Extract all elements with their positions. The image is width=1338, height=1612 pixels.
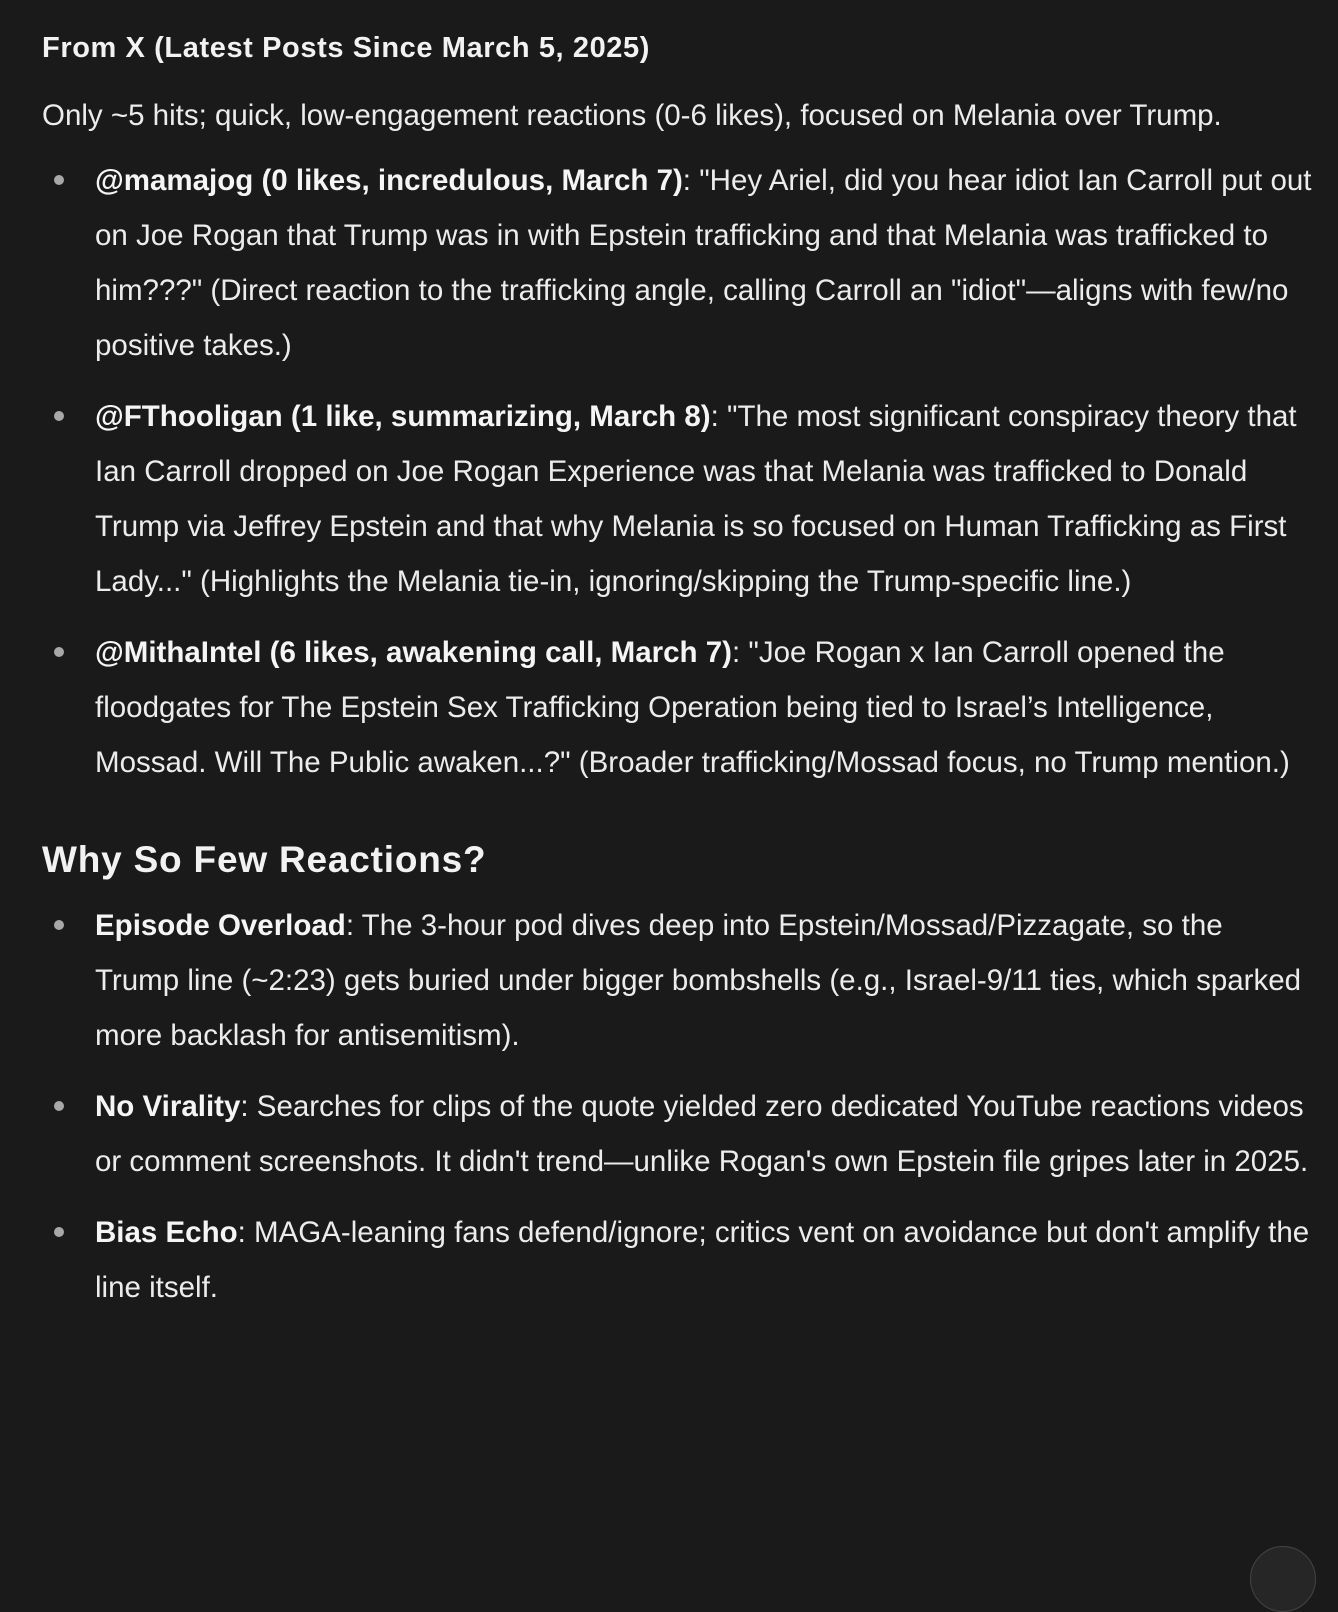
x-section-intro: Only ~5 hits; quick, low-engagement reactions (0-6 likes), focused on Melania over Trump. xyxy=(42,99,1222,132)
why-section-heading: Why So Few Reactions? xyxy=(42,839,487,880)
reason-text: : The 3-hour pod dives deep into Epstein/Mossad/Pizzagate, so the Trump line (~2:23) gets buried under bigger bombshells (e.g., Israel-9/11 ties, which sparked more backlash for antisemitism). xyxy=(95,909,1302,1052)
x-posts-list xyxy=(42,153,1314,790)
section-spacer xyxy=(42,806,1314,832)
bullet-icon xyxy=(54,647,64,657)
bullet-icon xyxy=(54,1227,64,1237)
list-item xyxy=(42,898,1314,1063)
list-item xyxy=(42,1079,1314,1189)
list-item xyxy=(42,389,1314,609)
list-item xyxy=(42,153,1314,373)
reason-text: : MAGA-leaning fans defend/ignore; critics vent on avoidance but don't amplify the line itself. xyxy=(95,1216,1310,1304)
why-reasons-list xyxy=(42,898,1314,1315)
bullet-icon xyxy=(54,1101,64,1111)
response-content xyxy=(42,22,1314,1331)
list-item xyxy=(42,1205,1314,1315)
post-text: : "Joe Rogan x Ian Carroll opened the floodgates for The Epstein Sex Trafficking Operation being tied to Israel’s Intelligence, Mossad. Will The Public awaken...?" (Broader trafficking/Mossad focus, no Trump mention.) xyxy=(95,636,1290,779)
bullet-icon xyxy=(54,411,64,421)
post-lead: @MithaIntel (6 likes, awakening call, March 7) xyxy=(95,636,732,669)
x-section-heading: From X (Latest Posts Since March 5, 2025) xyxy=(42,32,651,64)
post-text: : "The most significant conspiracy theory that Ian Carroll dropped on Joe Rogan Experience was that Melania was trafficked to Donald Trump via Jeffrey Epstein and that why Melania is so focused on Human Trafficking as First Lady..." (Highlights the Melania tie-in, ignoring/skipping the Trump-specific line.) xyxy=(95,400,1297,598)
post-lead: @FThooligan (1 like, summarizing, March 8) xyxy=(95,400,711,433)
bullet-icon xyxy=(54,175,64,185)
bullet-icon xyxy=(54,920,64,930)
list-item xyxy=(42,625,1314,790)
reason-lead: Bias Echo xyxy=(95,1216,238,1249)
reason-lead: No Virality xyxy=(95,1090,241,1123)
post-lead: @mamajog (0 likes, incredulous, March 7) xyxy=(95,164,683,197)
reason-text: : Searches for clips of the quote yielded zero dedicated YouTube reactions videos or comment screenshots. It didn't trend—unlike Rogan's own Epstein file gripes later in 2025. xyxy=(95,1090,1309,1178)
scroll-down-button[interactable] xyxy=(1250,1546,1316,1612)
post-text: : "Hey Ariel, did you hear idiot Ian Carroll put out on Joe Rogan that Trump was in with Epstein trafficking and that Melania was trafficked to him???" (Direct reaction to the trafficking angle, calling Carroll an "idiot"—aligns with few/no positive takes.) xyxy=(95,164,1312,362)
reason-lead: Episode Overload xyxy=(95,909,346,942)
